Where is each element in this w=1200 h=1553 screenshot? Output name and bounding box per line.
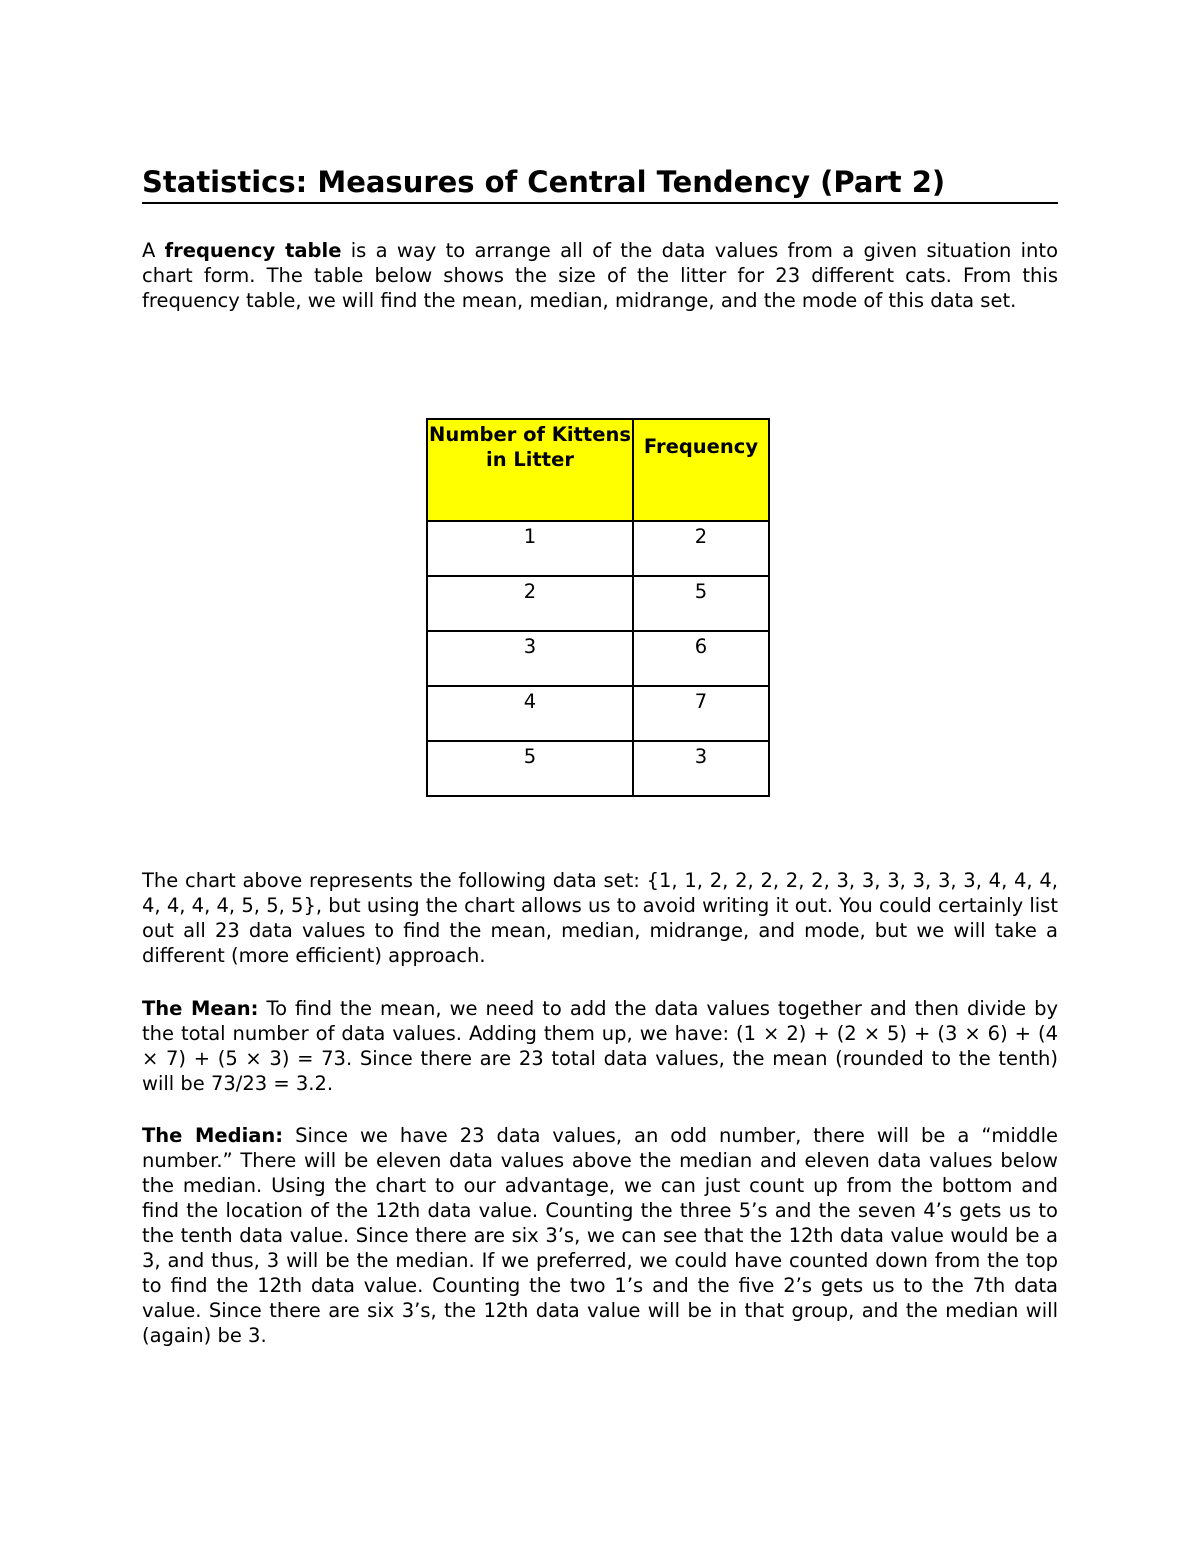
table-row (427, 576, 769, 631)
mean-heading: The Mean: (142, 997, 259, 1020)
table-row (427, 741, 769, 796)
table-cell-kittens: 4 (427, 686, 633, 741)
median-heading: The Median: (142, 1124, 284, 1147)
header-kittens-in-litter: Number of Kittens in Litter (427, 419, 633, 521)
mean-paragraph (142, 996, 1058, 1096)
table-cell-frequency: 6 (633, 631, 769, 686)
table-cell-kittens: 2 (427, 576, 633, 631)
mean-text: To find the mean, we need to add the data values together and then divide by the total number of data values. Adding them up, we have: (1 × 2) + (2 × 5) + (3 × 6) + (4 × 7) + (5 × 3) = 73. Since there are 23 total data values, the mean (rounded to the tenth) will be 73/23 = 3.2. (142, 997, 1059, 1095)
frequency-table-term: frequency table (164, 239, 342, 262)
page-title: Statistics: Measures of Central Tendency (Part 2) (142, 165, 946, 199)
table-cell-frequency: 3 (633, 741, 769, 796)
table-cell-frequency: 2 (633, 521, 769, 576)
header-frequency: Frequency (633, 419, 769, 521)
table-cell-kittens: 5 (427, 741, 633, 796)
median-paragraph (142, 1123, 1058, 1348)
table-row (427, 631, 769, 686)
intro-lead: A (142, 239, 165, 262)
table-row (427, 686, 769, 741)
table-cell-frequency: 7 (633, 686, 769, 741)
table-cell-kittens: 3 (427, 631, 633, 686)
intro-body: is a way to arrange all of the data values from a given situation into chart form. The table below shows the size of the litter for 23 different cats. From this frequency table, we will find the mean, median, midrange, and the mode of this data set. (142, 239, 1058, 312)
table-cell-frequency: 5 (633, 576, 769, 631)
table-header-row (427, 419, 769, 521)
dataset-paragraph: The chart above represents the following data set: {1, 1, 2, 2, 2, 2, 2, 3, 3, 3, 3, 3, 3, 4, 4, 4, 4, 4, 4, 4, 5, 5, 5}, but using the chart allows us to avoid writing it out. You could certainly list out all 23 data values to find the mean, median, midrange, and mode, but we will take a different (more efficient) approach. (142, 869, 1058, 967)
table-cell-kittens: 1 (427, 521, 633, 576)
title-underline (142, 202, 1058, 204)
frequency-table (426, 418, 770, 797)
median-text: Since we have 23 data values, an odd number, there will be a “middle number.” There will be eleven data values above the median and eleven data values below the median. Using the chart to our advantage, we can just count up from the bottom and find the location of the 12th data value. Counting the three 5’s and the seven 4’s gets us to the tenth data value. Since there are six 3’s, we can see that the 12th data value would be a 3, and thus, 3 will be the median. If we preferred, we could have counted down from the top to find the 12th data value. Counting the two 1’s and the five 2’s gets us to the 7th data value. Since there are six 3’s, the 12th data value will be in that group, and the median will (again) be 3. (142, 1124, 1059, 1347)
table-row (427, 521, 769, 576)
intro-paragraph (142, 238, 1058, 313)
